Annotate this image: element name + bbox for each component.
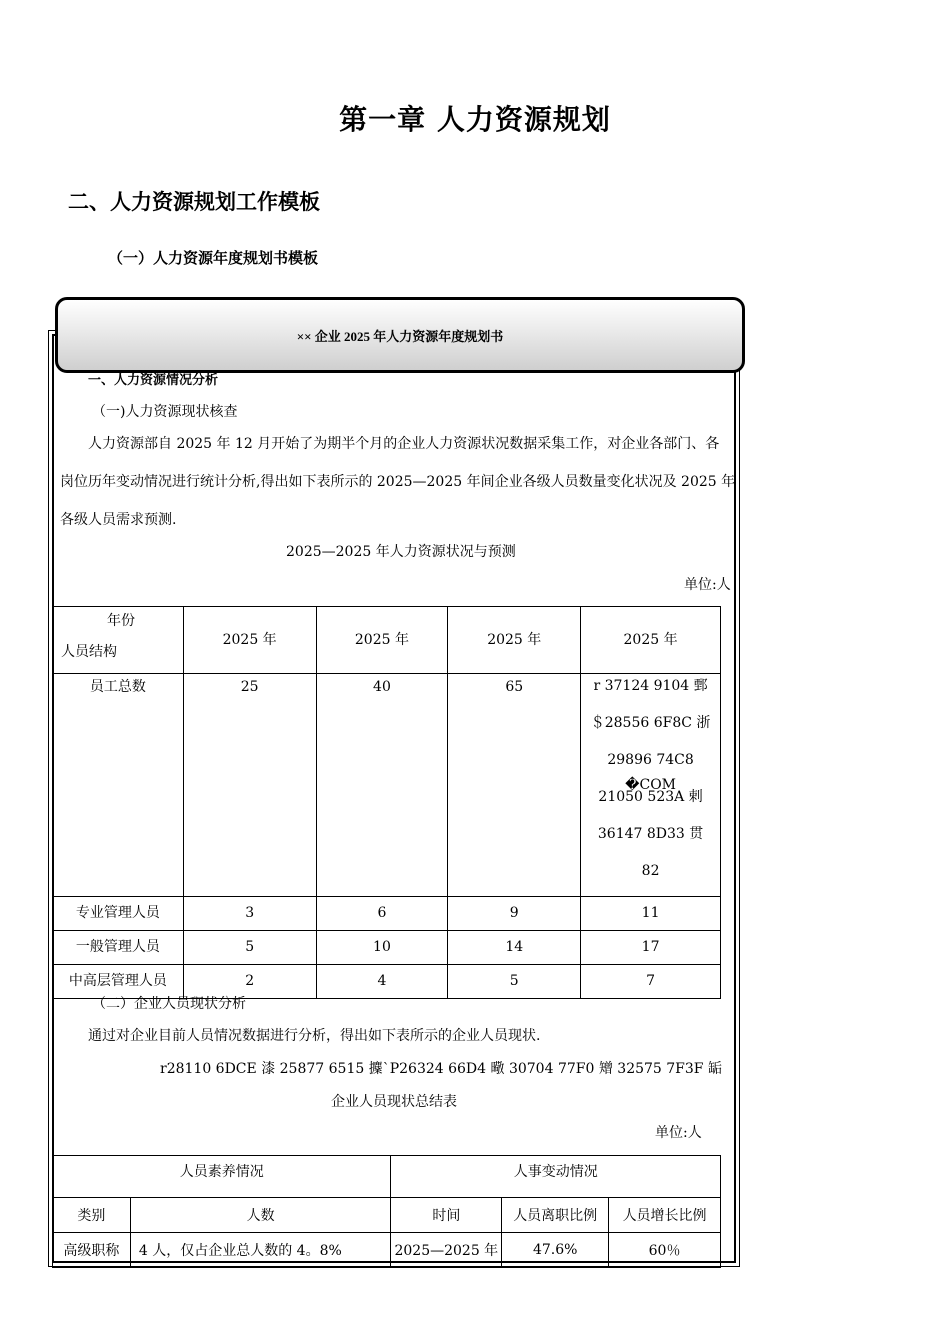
year-column-header: 2025 年 (581, 607, 721, 674)
year-column-header: 2025 年 (316, 607, 448, 674)
table-cell: 9 (448, 897, 581, 931)
cell-line: r 37124 9104 鄄 (593, 678, 708, 694)
table-cell: 5 (183, 931, 316, 965)
cell-line: 21050 523A 剌 (598, 789, 703, 805)
garbled-text-line: r28110 6DCE 漆 25877 6515 攈`P26324 66D4 曔 30704 77F0 矰 32575 7F3F 缿 (160, 1061, 722, 1077)
table2-caption: 企业人员现状总结表 (331, 1094, 457, 1110)
table-cell: 高级职称 (53, 1233, 131, 1268)
table-cell: 47.6% (502, 1233, 609, 1268)
table-cell: 4 (316, 965, 448, 999)
table-cell: 2 (183, 965, 316, 999)
row-label: 中高层管理人员 (53, 965, 184, 999)
table-cell: 14 (448, 931, 581, 965)
year-column-header: 2025 年 (448, 607, 581, 674)
cell-line: ＄28556 6F8C 浙 (590, 715, 711, 731)
table-cell: 7 (581, 965, 721, 999)
year-header-label: 年份 (107, 613, 135, 629)
table-cell: 11 (581, 897, 721, 931)
table-cell: 25 (183, 674, 316, 897)
year-column-header: 2025 年 (183, 607, 316, 674)
cell-line: 82 (641, 863, 660, 879)
column-header: 时间 (391, 1198, 502, 1233)
paragraph-staff-analysis: 通过对企业目前人员情况数据进行分析，得出如下表所示的企业人员现状. (88, 1028, 541, 1044)
row-label: 专业管理人员 (53, 897, 184, 931)
row-label: 一般管理人员 (53, 931, 184, 965)
group-header-changes: 人事变动情况 (391, 1156, 721, 1198)
heading-status-check: （一)人力资源现状核查 (92, 404, 238, 420)
column-header: 类别 (53, 1198, 131, 1233)
table-cell: 10 (316, 931, 448, 965)
document-banner (55, 297, 745, 373)
table-cell: 65 (448, 674, 581, 897)
staff-summary-table (52, 1155, 721, 1268)
table1-unit: 单位:人 (684, 577, 731, 593)
column-header: 人数 (130, 1198, 391, 1233)
row-label: 员工总数 (53, 674, 184, 897)
table-cell-multiline (581, 674, 721, 897)
chapter-title: 第一章 人力资源规划 (339, 103, 611, 136)
cell-line: 29896 74C8 �COM (607, 752, 694, 793)
table-cell: 5 (448, 965, 581, 999)
group-header-quality: 人员素养情况 (53, 1156, 391, 1198)
table-cell: 4 人，仅占企业总人数的 4。8% (130, 1233, 391, 1268)
subsection-title: （一）人力资源年度规划书模板 (108, 249, 319, 267)
table-row (53, 674, 721, 897)
table-header-row (53, 1198, 721, 1233)
cell-line: 36147 8D33 贯 (597, 826, 704, 842)
table2-unit: 单位:人 (655, 1125, 702, 1141)
table-cell: 3 (183, 897, 316, 931)
section-title: 二、人力资源规划工作模板 (68, 190, 320, 214)
table-cell: 2025—2025 年 (391, 1233, 502, 1268)
table-cell: 40 (316, 674, 448, 897)
table-row (53, 965, 721, 999)
paragraph-line: 各级人员需求预测. (60, 512, 177, 528)
structure-header-label: 人员结构 (61, 644, 117, 660)
table-cell: 60％ (609, 1233, 721, 1268)
table-cell: 6 (316, 897, 448, 931)
table-row (53, 897, 721, 931)
heading-staff-analysis: （二）企业人员现状分析 (92, 996, 246, 1012)
table-group-header-row (53, 1156, 721, 1198)
table-row (53, 931, 721, 965)
table1-caption: 2025—2025 年人力资源状况与预测 (286, 544, 516, 560)
heading-situation-analysis: 一、人力资源情况分析 (88, 373, 219, 388)
paragraph-line: 人力资源部自 2025 年 12 月开始了为期半个月的企业人力资源状况数据采集工作，对企业各部门、各 (88, 436, 720, 452)
column-header: 人员增长比例 (609, 1198, 721, 1233)
table-cell: 17 (581, 931, 721, 965)
table-header-row (53, 607, 721, 674)
table-row (53, 1233, 721, 1268)
column-header: 人员离职比例 (502, 1198, 609, 1233)
diagonal-header-cell (53, 607, 184, 674)
paragraph-line: 岗位历年变动情况进行统计分析,得出如下表所示的 2025—2025 年间企业各级人员数量变化状况及 2025 年 (60, 474, 736, 490)
banner-title: ×× 企业 2025 年人力资源年度规划书 (296, 328, 504, 344)
hr-forecast-table (52, 606, 721, 999)
